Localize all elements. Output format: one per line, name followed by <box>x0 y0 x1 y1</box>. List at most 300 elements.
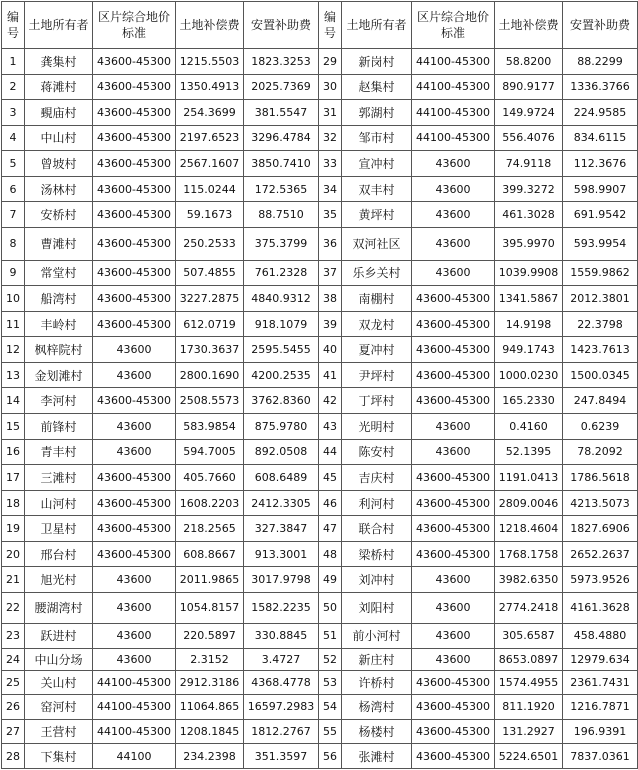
table-row <box>2 49 638 75</box>
land-compensation-fee-cell: 399.3272 <box>495 176 563 202</box>
landowner-name-cell: 覡庙村 <box>25 100 93 126</box>
resettlement-subsidy-cell: 330.8845 <box>244 623 319 649</box>
land-price-standard-cell: 44100 <box>93 744 176 769</box>
resettlement-subsidy-cell: 327.3847 <box>244 516 319 542</box>
landowner-name-cell: 枫梓院村 <box>25 337 93 363</box>
resettlement-subsidy-cell: 1423.7613 <box>563 337 638 363</box>
landowner-name-cell: 陈安村 <box>342 439 412 465</box>
resettlement-subsidy-cell: 598.9907 <box>563 176 638 202</box>
resettlement-subsidy-cell: 4213.5073 <box>563 490 638 516</box>
row-number-cell: 51 <box>319 623 342 649</box>
row-number-cell: 19 <box>2 516 25 542</box>
land-compensation-fee-cell: 1350.4913 <box>176 74 244 100</box>
resettlement-subsidy-cell: 4840.9312 <box>244 286 319 312</box>
landowner-name-cell: 王营村 <box>25 719 93 744</box>
header-cell: 土地所有者 <box>25 2 93 49</box>
table-row <box>2 670 638 695</box>
row-number-cell: 21 <box>2 567 25 593</box>
land-compensation-fee-cell: 594.7005 <box>176 439 244 465</box>
resettlement-subsidy-cell: 4200.2535 <box>244 362 319 388</box>
resettlement-subsidy-cell: 593.9954 <box>563 227 638 260</box>
land-compensation-fee-cell: 1608.2203 <box>176 490 244 516</box>
row-number-cell: 56 <box>319 744 342 769</box>
land-compensation-fee-cell: 1730.3637 <box>176 337 244 363</box>
row-number-cell: 1 <box>2 49 25 75</box>
landowner-name-cell: 腰湖湾村 <box>25 592 93 623</box>
resettlement-subsidy-cell: 1823.3253 <box>244 49 319 75</box>
landowner-name-cell: 宣冲村 <box>342 151 412 177</box>
row-number-cell: 18 <box>2 490 25 516</box>
landowner-name-cell: 杨湾村 <box>342 695 412 720</box>
landowner-name-cell: 双龙村 <box>342 311 412 337</box>
resettlement-subsidy-cell: 691.9542 <box>563 202 638 228</box>
landowner-name-cell: 安桥村 <box>25 202 93 228</box>
land-compensation-fee-cell: 14.9198 <box>495 311 563 337</box>
table-row <box>2 311 638 337</box>
land-price-standard-cell: 43600-45300 <box>93 465 176 491</box>
landowner-name-cell: 吉庆村 <box>342 465 412 491</box>
landowner-name-cell: 青丰村 <box>25 439 93 465</box>
landowner-name-cell: 三滩村 <box>25 465 93 491</box>
land-compensation-fee-cell: 1215.5503 <box>176 49 244 75</box>
land-compensation-fee-cell: 583.9854 <box>176 414 244 440</box>
row-number-cell: 4 <box>2 125 25 151</box>
row-number-cell: 32 <box>319 125 342 151</box>
table-row <box>2 100 638 126</box>
row-number-cell: 37 <box>319 260 342 286</box>
land-compensation-fee-cell: 1000.0230 <box>495 362 563 388</box>
land-compensation-fee-cell: 11064.865 <box>176 695 244 720</box>
table-row <box>2 227 638 260</box>
row-number-cell: 28 <box>2 744 25 769</box>
land-price-standard-cell: 43600 <box>93 623 176 649</box>
land-compensation-fee-cell: 461.3028 <box>495 202 563 228</box>
row-number-cell: 46 <box>319 490 342 516</box>
land-compensation-fee-cell: 165.2330 <box>495 388 563 414</box>
landowner-name-cell: 李河村 <box>25 388 93 414</box>
table-header-row <box>2 2 638 49</box>
row-number-cell: 15 <box>2 414 25 440</box>
table-row <box>2 260 638 286</box>
row-number-cell: 6 <box>2 176 25 202</box>
table-row <box>2 202 638 228</box>
table-row <box>2 151 638 177</box>
row-number-cell: 45 <box>319 465 342 491</box>
landowner-name-cell: 窑河村 <box>25 695 93 720</box>
land-compensation-fee-cell: 1054.8157 <box>176 592 244 623</box>
resettlement-subsidy-cell: 5973.9526 <box>563 567 638 593</box>
land-compensation-fee-cell: 608.8667 <box>176 541 244 567</box>
land-compensation-fee-cell: 254.3699 <box>176 100 244 126</box>
table-row <box>2 125 638 151</box>
resettlement-subsidy-cell: 351.3597 <box>244 744 319 769</box>
land-compensation-fee-cell: 2567.1607 <box>176 151 244 177</box>
land-price-standard-cell: 43600-45300 <box>412 516 495 542</box>
table-row <box>2 414 638 440</box>
landowner-name-cell: 刘冲村 <box>342 567 412 593</box>
land-price-standard-cell: 44100-45300 <box>93 719 176 744</box>
land-compensation-fee-cell: 1574.4955 <box>495 670 563 695</box>
table-row <box>2 541 638 567</box>
land-price-standard-cell: 43600-45300 <box>412 337 495 363</box>
land-compensation-fee-cell: 405.7660 <box>176 465 244 491</box>
row-number-cell: 10 <box>2 286 25 312</box>
land-price-standard-cell: 43600-45300 <box>93 176 176 202</box>
row-number-cell: 44 <box>319 439 342 465</box>
resettlement-subsidy-cell: 0.6239 <box>563 414 638 440</box>
table-row <box>2 176 638 202</box>
resettlement-subsidy-cell: 1559.9862 <box>563 260 638 286</box>
land-compensation-fee-cell: 52.1395 <box>495 439 563 465</box>
row-number-cell: 33 <box>319 151 342 177</box>
landowner-name-cell: 中山分场 <box>25 649 93 670</box>
row-number-cell: 13 <box>2 362 25 388</box>
land-price-standard-cell: 43600 <box>93 439 176 465</box>
landowner-name-cell: 双丰村 <box>342 176 412 202</box>
resettlement-subsidy-cell: 1582.2235 <box>244 592 319 623</box>
resettlement-subsidy-cell: 196.9391 <box>563 719 638 744</box>
land-compensation-fee-cell: 2800.1690 <box>176 362 244 388</box>
land-compensation-fee-cell: 5224.6501 <box>495 744 563 769</box>
land-price-standard-cell: 43600-45300 <box>93 516 176 542</box>
resettlement-subsidy-cell: 2412.3305 <box>244 490 319 516</box>
header-cell: 土地补偿费 <box>176 2 244 49</box>
land-price-standard-cell: 43600 <box>412 202 495 228</box>
table-row <box>2 592 638 623</box>
resettlement-subsidy-cell: 381.5547 <box>244 100 319 126</box>
row-number-cell: 16 <box>2 439 25 465</box>
landowner-name-cell: 跃进村 <box>25 623 93 649</box>
land-compensation-fee-cell: 1208.1845 <box>176 719 244 744</box>
landowner-name-cell: 黄坪村 <box>342 202 412 228</box>
landowner-name-cell: 刘阳村 <box>342 592 412 623</box>
land-price-standard-cell: 44100-45300 <box>93 670 176 695</box>
landowner-name-cell: 利河村 <box>342 490 412 516</box>
table-row <box>2 439 638 465</box>
land-compensation-fee-cell: 2809.0046 <box>495 490 563 516</box>
landowner-name-cell: 乐乡关村 <box>342 260 412 286</box>
header-cell: 编号 <box>2 2 25 49</box>
resettlement-subsidy-cell: 375.3799 <box>244 227 319 260</box>
land-price-standard-cell: 43600 <box>93 649 176 670</box>
landowner-name-cell: 丰岭村 <box>25 311 93 337</box>
landowner-name-cell: 杨楼村 <box>342 719 412 744</box>
row-number-cell: 3 <box>2 100 25 126</box>
row-number-cell: 30 <box>319 74 342 100</box>
land-price-standard-cell: 43600-45300 <box>93 227 176 260</box>
resettlement-subsidy-cell: 913.3001 <box>244 541 319 567</box>
landowner-name-cell: 汤林村 <box>25 176 93 202</box>
land-compensation-fee-cell: 58.8200 <box>495 49 563 75</box>
land-price-standard-cell: 43600 <box>412 227 495 260</box>
land-compensation-fee-cell: 2508.5573 <box>176 388 244 414</box>
resettlement-subsidy-cell: 88.2299 <box>563 49 638 75</box>
table-row <box>2 695 638 720</box>
land-compensation-fee-cell: 1768.1758 <box>495 541 563 567</box>
land-price-standard-cell: 43600-45300 <box>412 311 495 337</box>
resettlement-subsidy-cell: 3.4727 <box>244 649 319 670</box>
land-compensation-fee-cell: 1191.0413 <box>495 465 563 491</box>
header-cell: 区片综合地价标准 <box>412 2 495 49</box>
table-row <box>2 388 638 414</box>
row-number-cell: 54 <box>319 695 342 720</box>
land-price-standard-cell: 43600-45300 <box>93 202 176 228</box>
row-number-cell: 38 <box>319 286 342 312</box>
land-price-standard-cell: 43600 <box>412 592 495 623</box>
land-price-standard-cell: 44100-45300 <box>412 49 495 75</box>
row-number-cell: 14 <box>2 388 25 414</box>
land-price-standard-cell: 43600 <box>93 362 176 388</box>
row-number-cell: 25 <box>2 670 25 695</box>
header-cell: 安置补助费 <box>563 2 638 49</box>
land-price-standard-cell: 43600-45300 <box>412 388 495 414</box>
row-number-cell: 9 <box>2 260 25 286</box>
row-number-cell: 12 <box>2 337 25 363</box>
table-row <box>2 74 638 100</box>
table-row <box>2 286 638 312</box>
landowner-name-cell: 邹市村 <box>342 125 412 151</box>
land-compensation-fee-cell: 890.9177 <box>495 74 563 100</box>
resettlement-subsidy-cell: 16597.2983 <box>244 695 319 720</box>
resettlement-subsidy-cell: 7837.0361 <box>563 744 638 769</box>
landowner-name-cell: 前小河村 <box>342 623 412 649</box>
landowner-name-cell: 夏冲村 <box>342 337 412 363</box>
land-compensation-fee-cell: 220.5897 <box>176 623 244 649</box>
table-row <box>2 362 638 388</box>
row-number-cell: 52 <box>319 649 342 670</box>
resettlement-subsidy-cell: 3762.8360 <box>244 388 319 414</box>
resettlement-subsidy-cell: 88.7510 <box>244 202 319 228</box>
landowner-name-cell: 尹坪村 <box>342 362 412 388</box>
land-compensation-fee-cell: 2197.6523 <box>176 125 244 151</box>
resettlement-subsidy-cell: 834.6115 <box>563 125 638 151</box>
land-compensation-fee-cell: 0.4160 <box>495 414 563 440</box>
land-price-standard-cell: 43600-45300 <box>412 362 495 388</box>
land-compensation-fee-cell: 811.1920 <box>495 695 563 720</box>
resettlement-subsidy-cell: 1500.0345 <box>563 362 638 388</box>
resettlement-subsidy-cell: 224.9585 <box>563 100 638 126</box>
land-compensation-fee-cell: 1218.4604 <box>495 516 563 542</box>
row-number-cell: 27 <box>2 719 25 744</box>
row-number-cell: 49 <box>319 567 342 593</box>
land-price-standard-cell: 43600-45300 <box>93 286 176 312</box>
resettlement-subsidy-cell: 1336.3766 <box>563 74 638 100</box>
header-cell: 区片综合地价标准 <box>93 2 176 49</box>
table-row <box>2 490 638 516</box>
resettlement-subsidy-cell: 3017.9798 <box>244 567 319 593</box>
landowner-name-cell: 关山村 <box>25 670 93 695</box>
landowner-name-cell: 新岗村 <box>342 49 412 75</box>
row-number-cell: 36 <box>319 227 342 260</box>
land-price-standard-cell: 44100-45300 <box>412 125 495 151</box>
row-number-cell: 50 <box>319 592 342 623</box>
land-price-standard-cell: 43600 <box>93 414 176 440</box>
table-row <box>2 465 638 491</box>
land-price-standard-cell: 43600-45300 <box>412 719 495 744</box>
row-number-cell: 31 <box>319 100 342 126</box>
row-number-cell: 48 <box>319 541 342 567</box>
land-compensation-fee-cell: 74.9118 <box>495 151 563 177</box>
resettlement-subsidy-cell: 1216.7871 <box>563 695 638 720</box>
resettlement-subsidy-cell: 3296.4784 <box>244 125 319 151</box>
header-cell: 土地所有者 <box>342 2 412 49</box>
land-price-standard-cell: 43600 <box>412 260 495 286</box>
land-price-standard-cell: 43600-45300 <box>93 388 176 414</box>
landowner-name-cell: 南棚村 <box>342 286 412 312</box>
land-compensation-fee-cell: 234.2398 <box>176 744 244 769</box>
land-compensation-fee-cell: 1341.5867 <box>495 286 563 312</box>
resettlement-subsidy-cell: 112.3676 <box>563 151 638 177</box>
land-compensation-fee-cell: 612.0719 <box>176 311 244 337</box>
land-price-standard-cell: 43600-45300 <box>412 490 495 516</box>
row-number-cell: 53 <box>319 670 342 695</box>
land-compensation-fee-cell: 507.4855 <box>176 260 244 286</box>
resettlement-subsidy-cell: 22.3798 <box>563 311 638 337</box>
land-price-standard-cell: 43600 <box>412 414 495 440</box>
row-number-cell: 40 <box>319 337 342 363</box>
resettlement-subsidy-cell: 2012.3801 <box>563 286 638 312</box>
resettlement-subsidy-cell: 458.4880 <box>563 623 638 649</box>
land-price-standard-cell: 43600-45300 <box>412 465 495 491</box>
landowner-name-cell: 山河村 <box>25 490 93 516</box>
land-compensation-fee-cell: 2774.2418 <box>495 592 563 623</box>
landowner-name-cell: 许桥村 <box>342 670 412 695</box>
resettlement-subsidy-cell: 2652.2637 <box>563 541 638 567</box>
resettlement-subsidy-cell: 78.2092 <box>563 439 638 465</box>
land-compensation-fee-cell: 2912.3186 <box>176 670 244 695</box>
landowner-name-cell: 邢台村 <box>25 541 93 567</box>
resettlement-subsidy-cell: 2595.5455 <box>244 337 319 363</box>
landowner-name-cell: 蒋滩村 <box>25 74 93 100</box>
resettlement-subsidy-cell: 2025.7369 <box>244 74 319 100</box>
land-compensation-fee-cell: 395.9970 <box>495 227 563 260</box>
resettlement-subsidy-cell: 172.5365 <box>244 176 319 202</box>
table-row <box>2 337 638 363</box>
land-compensation-table <box>1 1 638 769</box>
land-price-standard-cell: 43600-45300 <box>93 100 176 126</box>
land-price-standard-cell: 44100-45300 <box>93 695 176 720</box>
resettlement-subsidy-cell: 1827.6906 <box>563 516 638 542</box>
landowner-name-cell: 赵集村 <box>342 74 412 100</box>
resettlement-subsidy-cell: 761.2328 <box>244 260 319 286</box>
landowner-name-cell: 光明村 <box>342 414 412 440</box>
landowner-name-cell: 曾坡村 <box>25 151 93 177</box>
resettlement-subsidy-cell: 4368.4778 <box>244 670 319 695</box>
land-price-standard-cell: 43600 <box>412 623 495 649</box>
landowner-name-cell: 金划滩村 <box>25 362 93 388</box>
table-row <box>2 567 638 593</box>
table-row <box>2 649 638 670</box>
land-price-standard-cell: 43600 <box>412 649 495 670</box>
resettlement-subsidy-cell: 892.0508 <box>244 439 319 465</box>
land-compensation-fee-cell: 3227.2875 <box>176 286 244 312</box>
land-price-standard-cell: 43600 <box>412 176 495 202</box>
row-number-cell: 41 <box>319 362 342 388</box>
land-price-standard-cell: 43600 <box>93 337 176 363</box>
land-price-standard-cell: 43600 <box>412 439 495 465</box>
land-price-standard-cell: 43600 <box>93 592 176 623</box>
table-row <box>2 623 638 649</box>
land-price-standard-cell: 43600-45300 <box>412 744 495 769</box>
land-price-standard-cell: 43600-45300 <box>93 541 176 567</box>
resettlement-subsidy-cell: 2361.7431 <box>563 670 638 695</box>
land-price-standard-cell: 43600-45300 <box>93 490 176 516</box>
landowner-name-cell: 联合村 <box>342 516 412 542</box>
table-row <box>2 719 638 744</box>
resettlement-subsidy-cell: 247.8494 <box>563 388 638 414</box>
landowner-name-cell: 张滩村 <box>342 744 412 769</box>
land-compensation-fee-cell: 218.2565 <box>176 516 244 542</box>
row-number-cell: 34 <box>319 176 342 202</box>
landowner-name-cell: 曹滩村 <box>25 227 93 260</box>
land-price-standard-cell: 43600-45300 <box>412 695 495 720</box>
land-compensation-fee-cell: 305.6587 <box>495 623 563 649</box>
landowner-name-cell: 丁坪村 <box>342 388 412 414</box>
landowner-name-cell: 船湾村 <box>25 286 93 312</box>
row-number-cell: 26 <box>2 695 25 720</box>
land-compensation-fee-cell: 8653.0897 <box>495 649 563 670</box>
land-compensation-fee-cell: 1039.9908 <box>495 260 563 286</box>
land-price-standard-cell: 43600-45300 <box>93 125 176 151</box>
row-number-cell: 35 <box>319 202 342 228</box>
resettlement-subsidy-cell: 875.9780 <box>244 414 319 440</box>
row-number-cell: 43 <box>319 414 342 440</box>
row-number-cell: 5 <box>2 151 25 177</box>
land-price-standard-cell: 43600 <box>412 151 495 177</box>
resettlement-subsidy-cell: 3850.7410 <box>244 151 319 177</box>
land-price-standard-cell: 43600-45300 <box>93 151 176 177</box>
resettlement-subsidy-cell: 1812.2767 <box>244 719 319 744</box>
landowner-name-cell: 梁桥村 <box>342 541 412 567</box>
land-price-standard-cell: 43600 <box>412 567 495 593</box>
land-compensation-fee-cell: 59.1673 <box>176 202 244 228</box>
header-cell: 安置补助费 <box>244 2 319 49</box>
land-compensation-fee-cell: 3982.6350 <box>495 567 563 593</box>
row-number-cell: 8 <box>2 227 25 260</box>
row-number-cell: 24 <box>2 649 25 670</box>
row-number-cell: 2 <box>2 74 25 100</box>
land-price-standard-cell: 43600-45300 <box>412 541 495 567</box>
row-number-cell: 39 <box>319 311 342 337</box>
header-cell: 土地补偿费 <box>495 2 563 49</box>
resettlement-subsidy-cell: 12979.634 <box>563 649 638 670</box>
row-number-cell: 42 <box>319 388 342 414</box>
land-price-standard-cell: 43600-45300 <box>93 260 176 286</box>
row-number-cell: 20 <box>2 541 25 567</box>
land-price-standard-cell: 43600-45300 <box>412 670 495 695</box>
row-number-cell: 23 <box>2 623 25 649</box>
land-compensation-fee-cell: 115.0244 <box>176 176 244 202</box>
row-number-cell: 11 <box>2 311 25 337</box>
landowner-name-cell: 常堂村 <box>25 260 93 286</box>
land-price-standard-cell: 44100-45300 <box>412 74 495 100</box>
land-compensation-fee-cell: 131.2927 <box>495 719 563 744</box>
landowner-name-cell: 前锋村 <box>25 414 93 440</box>
resettlement-subsidy-cell: 4161.3628 <box>563 592 638 623</box>
land-price-standard-cell: 43600-45300 <box>93 74 176 100</box>
row-number-cell: 47 <box>319 516 342 542</box>
land-compensation-fee-cell: 250.2533 <box>176 227 244 260</box>
land-price-standard-cell: 43600-45300 <box>93 311 176 337</box>
landowner-name-cell: 郭湖村 <box>342 100 412 126</box>
landowner-name-cell: 中山村 <box>25 125 93 151</box>
landowner-name-cell: 旭光村 <box>25 567 93 593</box>
land-price-standard-cell: 43600-45300 <box>93 49 176 75</box>
land-compensation-fee-cell: 949.1743 <box>495 337 563 363</box>
resettlement-subsidy-cell: 608.6489 <box>244 465 319 491</box>
land-compensation-fee-cell: 2.3152 <box>176 649 244 670</box>
land-compensation-fee-cell: 556.4076 <box>495 125 563 151</box>
